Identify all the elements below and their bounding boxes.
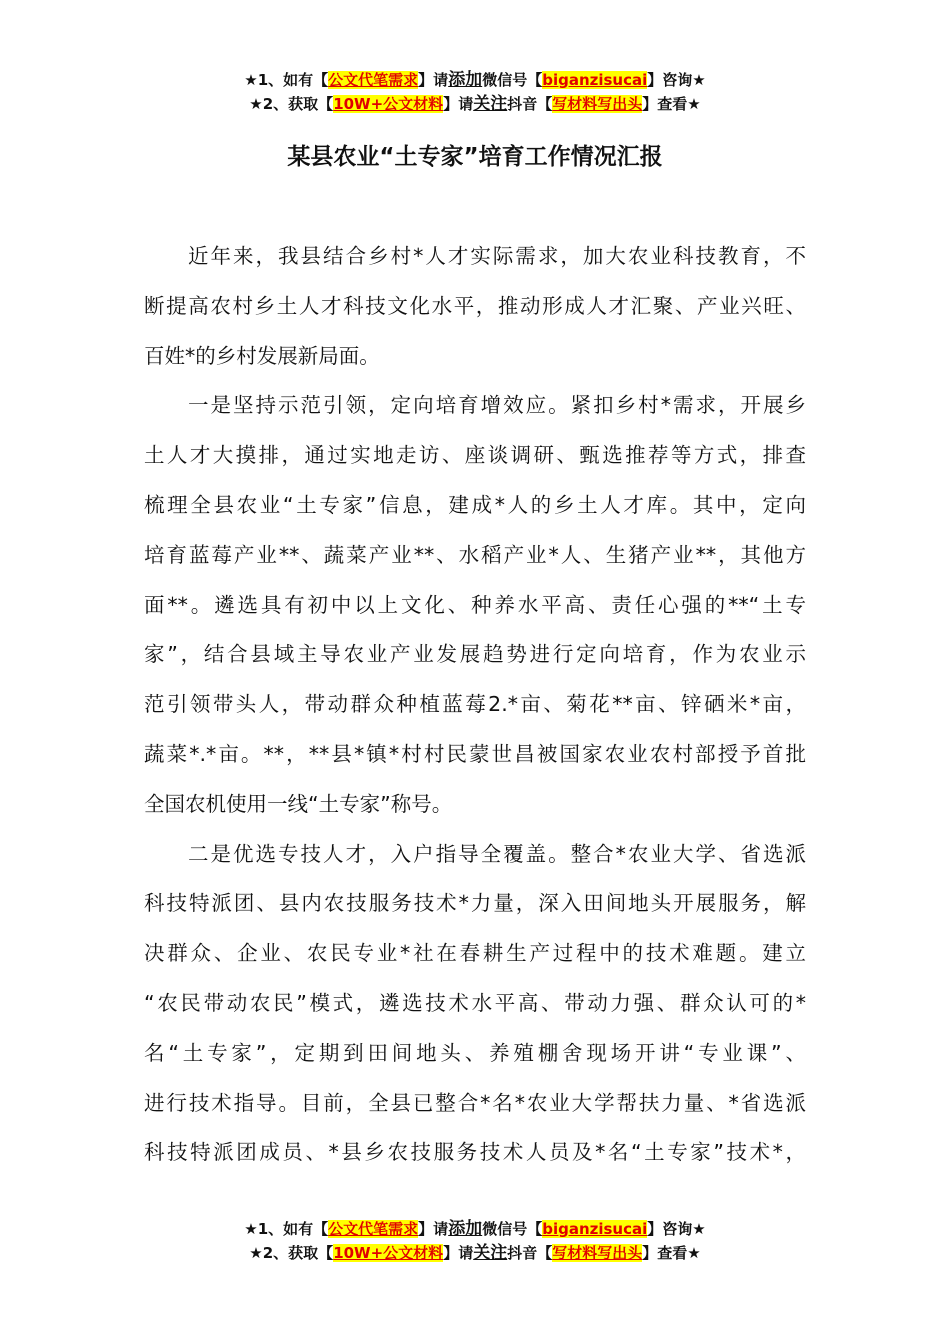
banner-highlight: 写材料写出头: [552, 95, 643, 113]
banner-highlight: 10W+公文材料: [333, 1244, 444, 1262]
banner-line-1: [0, 68, 950, 92]
body-text-line: 二是优选专技人才，入户指导全覆盖。整合*农业大学、省选派: [188, 841, 806, 866]
banner-text: 】请: [418, 71, 449, 89]
banner-highlight: 公文代笔需求: [328, 1220, 419, 1238]
banner-highlight: biganzisucai: [542, 1220, 648, 1238]
banner-line-1: [0, 1217, 950, 1241]
banner-text: 】请: [443, 95, 474, 113]
footer-banner: [0, 1217, 950, 1265]
body-text-line: 百姓*的乡村发展新局面。: [144, 343, 380, 368]
body-text-line: 断提高农村乡土人才科技文化水平，推动形成人才汇聚、产业兴旺、: [144, 293, 806, 318]
body-text-line: 进行技术指导。目前，全县已整合*名*农业大学帮扶力量、*省选派: [144, 1090, 806, 1115]
banner-emphasis: 添加: [448, 70, 483, 90]
body-text-line: 蔬菜*.*亩。**，**县*镇*村村民蒙世昌被国家农业农村部授予首批: [144, 741, 806, 766]
banner-emphasis: 添加: [448, 1219, 483, 1239]
body-text-line: 培育蓝莓产业**、蔬菜产业**、水稻产业*人、生猪产业**，其他方: [144, 542, 806, 567]
banner-highlight: 10W+公文材料: [333, 95, 444, 113]
banner-text: 】请: [443, 1244, 474, 1262]
body-text-line: 梳理全县农业“土专家”信息，建成*人的乡土人才库。其中，定向: [144, 492, 806, 517]
banner-line-2: [0, 1241, 950, 1265]
banner-text: 】查看★: [642, 95, 701, 113]
body-text-line: 科技特派团、县内农技服务技术*力量，深入田间地头开展服务，解: [144, 891, 806, 916]
banner-text: ★2、获取【: [249, 95, 334, 113]
banner-text: 】查看★: [642, 1244, 701, 1262]
banner-highlight: 写材料写出头: [552, 1244, 643, 1262]
banner-text: ★2、获取【: [249, 1244, 334, 1262]
banner-text: 抖音【: [507, 1244, 553, 1262]
body-text-line: 土人才大摸排，通过实地走访、座谈调研、甄选推荐等方式，排查: [144, 443, 806, 468]
body-text-line: 名“土专家”，定期到田间地头、养殖棚舍现场开讲“专业课”、: [144, 1040, 806, 1065]
banner-highlight: biganzisucai: [542, 71, 648, 89]
document-body: [144, 236, 806, 1182]
banner-line-2: [0, 92, 950, 116]
body-text-line: 范引领带头人，带动群众种植蓝莓2.*亩、菊花**亩、锌硒米*亩，: [144, 692, 806, 717]
banner-text: 】咨询★: [647, 1220, 706, 1238]
banner-emphasis: 关注: [473, 94, 508, 114]
banner-text: 微信号【: [482, 1220, 543, 1238]
body-text-line: 科技特派团成员、*县乡农技服务技术人员及*名“土专家”技术*，: [144, 1140, 806, 1165]
body-text-line: 决群众、企业、农民专业*社在春耕生产过程中的技术难题。建立: [144, 941, 806, 966]
document-title: 某县农业“土专家”培育工作情况汇报: [287, 144, 663, 170]
header-banner: [0, 68, 950, 116]
body-text-line: 近年来，我县结合乡村*人才实际需求，加大农业科技教育，不: [188, 244, 806, 268]
banner-text: ★1、如有【: [244, 1220, 329, 1238]
banner-text: 】请: [418, 1220, 449, 1238]
banner-text: 抖音【: [507, 95, 553, 113]
body-text-line: 家”，结合县域主导农业产业发展趋势进行定向培育，作为农业示: [144, 642, 806, 667]
banner-text: ★1、如有【: [244, 71, 329, 89]
banner-highlight: 公文代笔需求: [328, 71, 419, 89]
banner-text: 微信号【: [482, 71, 543, 89]
body-text-line: 一是坚持示范引领，定向培育增效应。紧扣乡村*需求，开展乡: [188, 393, 806, 418]
body-text-line: “农民带动农民”模式，遴选技术水平高、带动力强、群众认可的*: [144, 990, 806, 1015]
banner-emphasis: 关注: [473, 1243, 508, 1263]
body-text-line: 面**。遴选具有初中以上文化、种养水平高、责任心强的**“土专: [144, 592, 806, 617]
body-text-line: 全国农机使用一线“土专家”称号。: [144, 791, 453, 816]
banner-text: 】咨询★: [647, 71, 706, 89]
